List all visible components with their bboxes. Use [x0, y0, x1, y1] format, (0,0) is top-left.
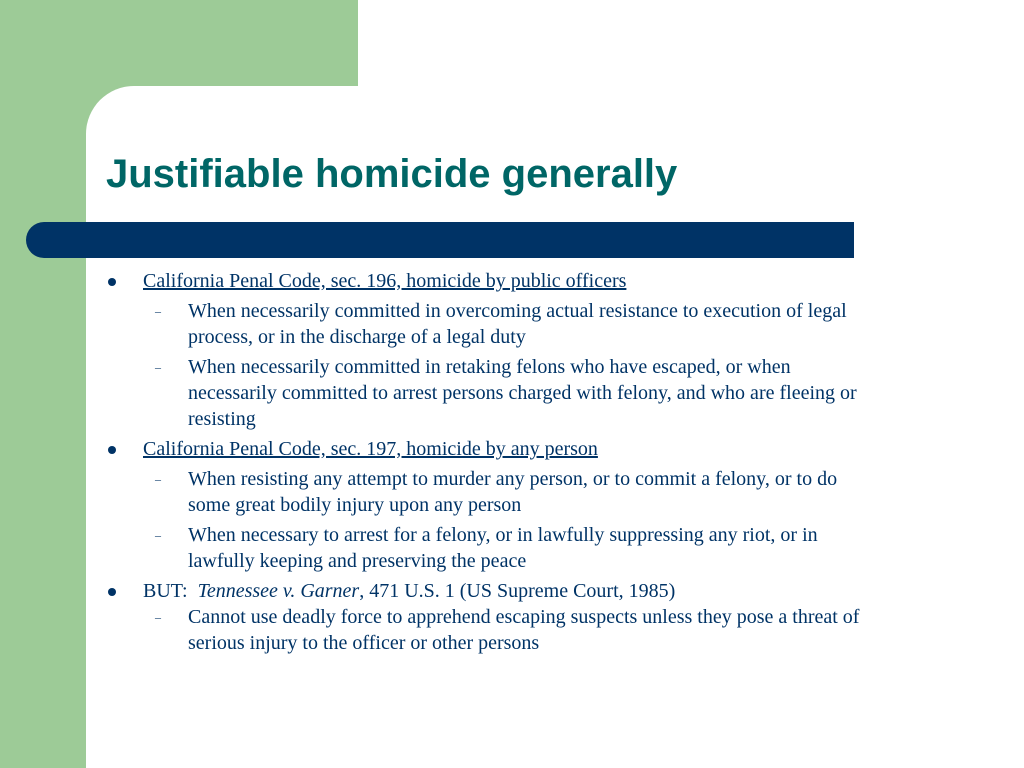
dash-icon: – — [155, 360, 161, 374]
title-underline-bar — [26, 222, 854, 258]
sub-bullet-text: When necessary to arrest for a felony, or in lawfully suppressing any riot, or in lawfully keeping and preserving the peace — [188, 524, 818, 572]
bullet-item — [100, 436, 960, 462]
sub-bullet-text: Cannot use deadly force to apprehend escaping suspects unless they pose a threat of serious injury to the officer or other persons — [188, 606, 860, 654]
bullet-dot-icon — [108, 588, 116, 596]
slide-body — [100, 268, 960, 656]
bullet-item — [100, 578, 960, 604]
bullet-item — [100, 268, 960, 294]
bullet-dot-icon — [108, 278, 116, 286]
bullet-dot-icon — [108, 446, 116, 454]
sub-bullet-item — [100, 354, 868, 432]
dash-icon: – — [155, 610, 161, 624]
bullet-link-penal-code-197[interactable]: California Penal Code, sec. 197, homicide by any person — [143, 438, 598, 460]
but-prefix: BUT: — [143, 580, 198, 602]
case-name: Tennessee v. Garner — [197, 580, 360, 602]
sub-bullet-text: When resisting any attempt to murder any person, or to commit a felony, or to do some great bodily injury upon any person — [188, 468, 838, 516]
bullet-text-but — [143, 578, 960, 604]
sub-bullet-item — [100, 466, 868, 518]
dash-icon: – — [155, 472, 161, 486]
slide-title: Justifiable homicide generally — [106, 152, 678, 196]
bullet-link-penal-code-196[interactable]: California Penal Code, sec. 196, homicide by public officers — [143, 270, 627, 292]
dash-icon: – — [155, 304, 161, 318]
case-citation: , 471 U.S. 1 (US Supreme Court, 1985) — [359, 580, 676, 602]
sub-bullet-text: When necessarily committed in overcoming actual resistance to execution of legal process, or in the discharge of a legal duty — [188, 300, 847, 348]
sub-bullet-item — [100, 298, 868, 350]
sub-bullet-item — [100, 604, 868, 656]
sub-bullet-item — [100, 522, 868, 574]
dash-icon: – — [155, 528, 161, 542]
sub-bullet-text: When necessarily committed in retaking felons who have escaped, or when necessarily committed to arrest persons charged with felony, and who are fleeing or resisting — [188, 356, 857, 430]
